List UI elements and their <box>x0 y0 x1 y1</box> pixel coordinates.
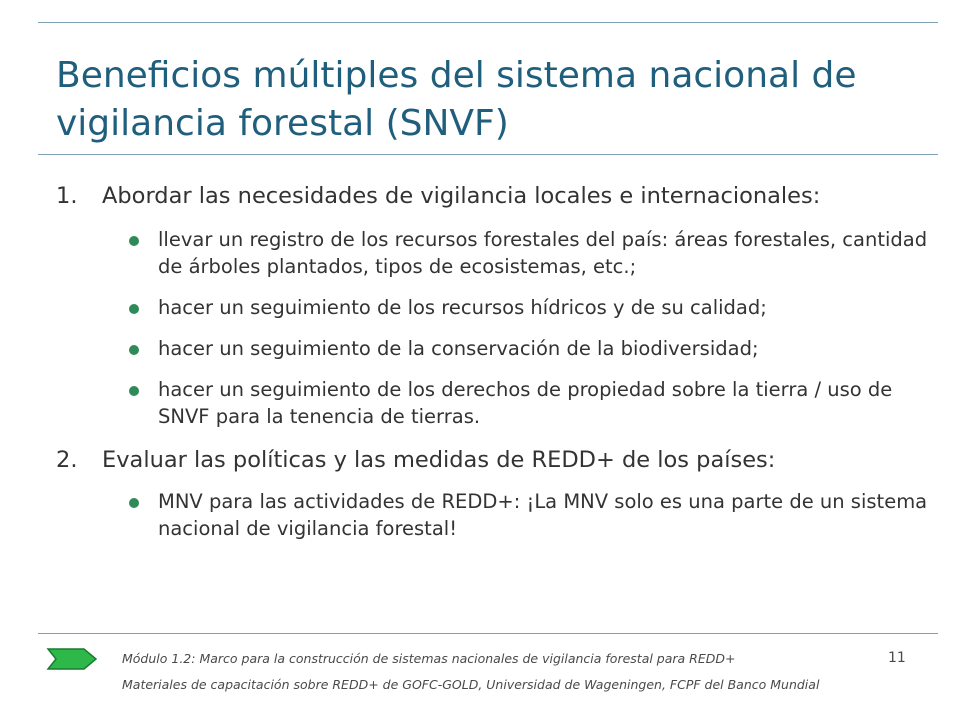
bullet-dot-icon <box>129 386 139 396</box>
bullet-list <box>128 226 936 430</box>
item-text: Evaluar las políticas y las medidas de REDD+ de los países: <box>102 447 776 473</box>
bullet-item <box>128 294 936 321</box>
item-number: 1. <box>56 183 78 209</box>
item-number: 2. <box>56 447 78 473</box>
bullet-text: MNV para las actividades de REDD+: ¡La MNV solo es una parte de un sistema nacional de vigilancia forestal! <box>158 490 928 540</box>
slide-title: Beneficios múltiples del sistema nacional de vigilancia forestal (SNVF) <box>56 55 857 145</box>
bullet-text: hacer un seguimiento de la conservación de la biodiversidad; <box>158 337 759 360</box>
bullet-text: llevar un registro de los recursos forestales del país: áreas forestales, cantidad de árboles plantados, tipos de ecosistemas, etc.; <box>158 228 928 278</box>
bullet-item <box>128 376 936 430</box>
bullet-item <box>128 226 936 280</box>
bullet-item <box>128 335 936 362</box>
footer-divider <box>38 633 938 634</box>
bullet-list <box>128 488 936 542</box>
item-text: Abordar las necesidades de vigilancia locales e internacionales: <box>102 183 821 209</box>
bullet-dot-icon <box>129 304 139 314</box>
bullet-dot-icon <box>129 236 139 246</box>
bullet-dot-icon <box>129 345 139 355</box>
top-divider <box>38 22 938 23</box>
footer-materials-text: Materiales de capacitación sobre REDD+ de GOFC-GOLD, Universidad de Wageningen, FCPF del Banco Mundial <box>122 677 820 692</box>
numbered-item <box>56 180 936 212</box>
bullet-dot-icon <box>129 498 139 508</box>
bullet-text: hacer un seguimiento de los recursos hídricos y de su calidad; <box>158 296 767 319</box>
numbered-item <box>56 444 936 476</box>
page-number: 11 <box>888 650 906 666</box>
bullet-text: hacer un seguimiento de los derechos de propiedad sobre la tierra / uso de SNVF para la tenencia de tierras. <box>158 378 893 428</box>
bullet-item <box>128 488 936 542</box>
green-arrow-icon <box>46 646 98 676</box>
slide-content <box>56 180 936 556</box>
footer-module-text: Módulo 1.2: Marco para la construcción de sistemas nacionales de vigilancia forestal para REDD+ <box>122 651 736 666</box>
title-divider <box>38 154 938 155</box>
